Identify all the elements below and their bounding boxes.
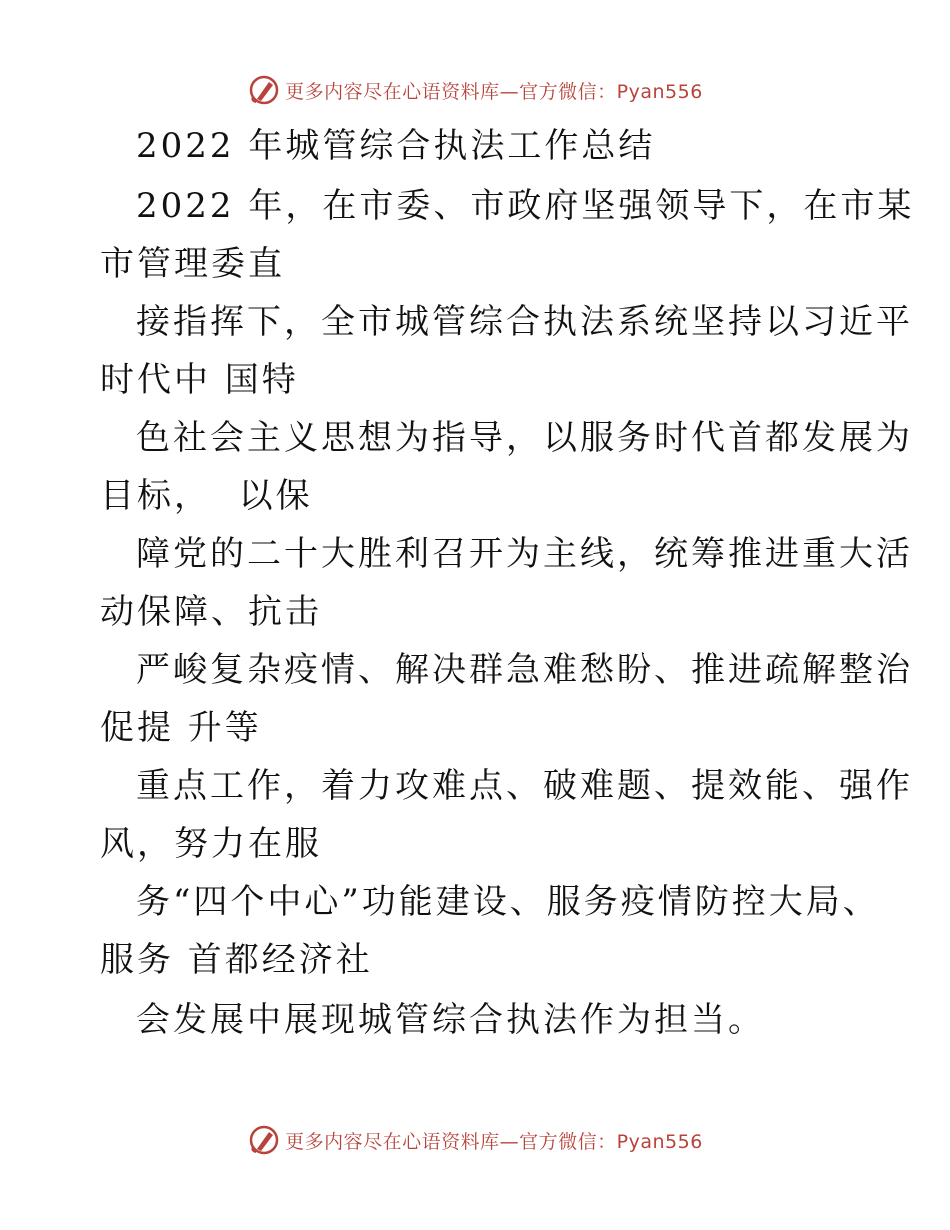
document-title: 2022 年城管综合执法工作总结	[136, 126, 656, 166]
header-watermark-text: 更多内容尽在心语资料库—官方微信：Pyan556	[285, 80, 703, 103]
paragraph-line: 服务 首都经济社	[100, 940, 373, 980]
paragraph-line: 动保障、抗击	[100, 592, 322, 632]
paragraph-line: 风，努力在服	[100, 824, 322, 864]
pen-circle-logo-icon	[247, 1123, 281, 1157]
footer-watermark-banner	[0, 1120, 950, 1160]
paragraph-line: 时代中 国特	[100, 360, 299, 400]
pen-circle-logo-icon	[247, 73, 281, 107]
paragraph-line: 目标， 以保	[100, 476, 313, 516]
header-watermark-banner	[0, 70, 950, 110]
paragraph-line: 市管理委直	[100, 244, 285, 284]
paragraph-line: 障党的二十大胜利召开为主线，统筹推进重大活	[136, 534, 913, 574]
paragraph-line: 重点工作，着力攻难点、破难题、提效能、强作	[136, 766, 913, 806]
paragraph-line: 色社会主义思想为指导，以服务时代首都发展为	[136, 418, 913, 458]
footer-watermark-text: 更多内容尽在心语资料库—官方微信：Pyan556	[285, 1130, 703, 1153]
paragraph-line: 会发展中展现城管综合执法作为担当。	[136, 1000, 765, 1040]
paragraph-line: 2022 年，在市委、市政府坚强领导下，在市某	[136, 186, 915, 226]
paragraph-line: 严峻复杂疫情、解决群急难愁盼、推进疏解整治	[136, 650, 913, 690]
paragraph-line: 务“四个中心”功能建设、服务疫情防控大局、	[136, 882, 880, 922]
paragraph-line: 促提 升等	[100, 708, 262, 748]
paragraph-line: 接指挥下，全市城管综合执法系统坚持以习近平	[136, 302, 913, 342]
